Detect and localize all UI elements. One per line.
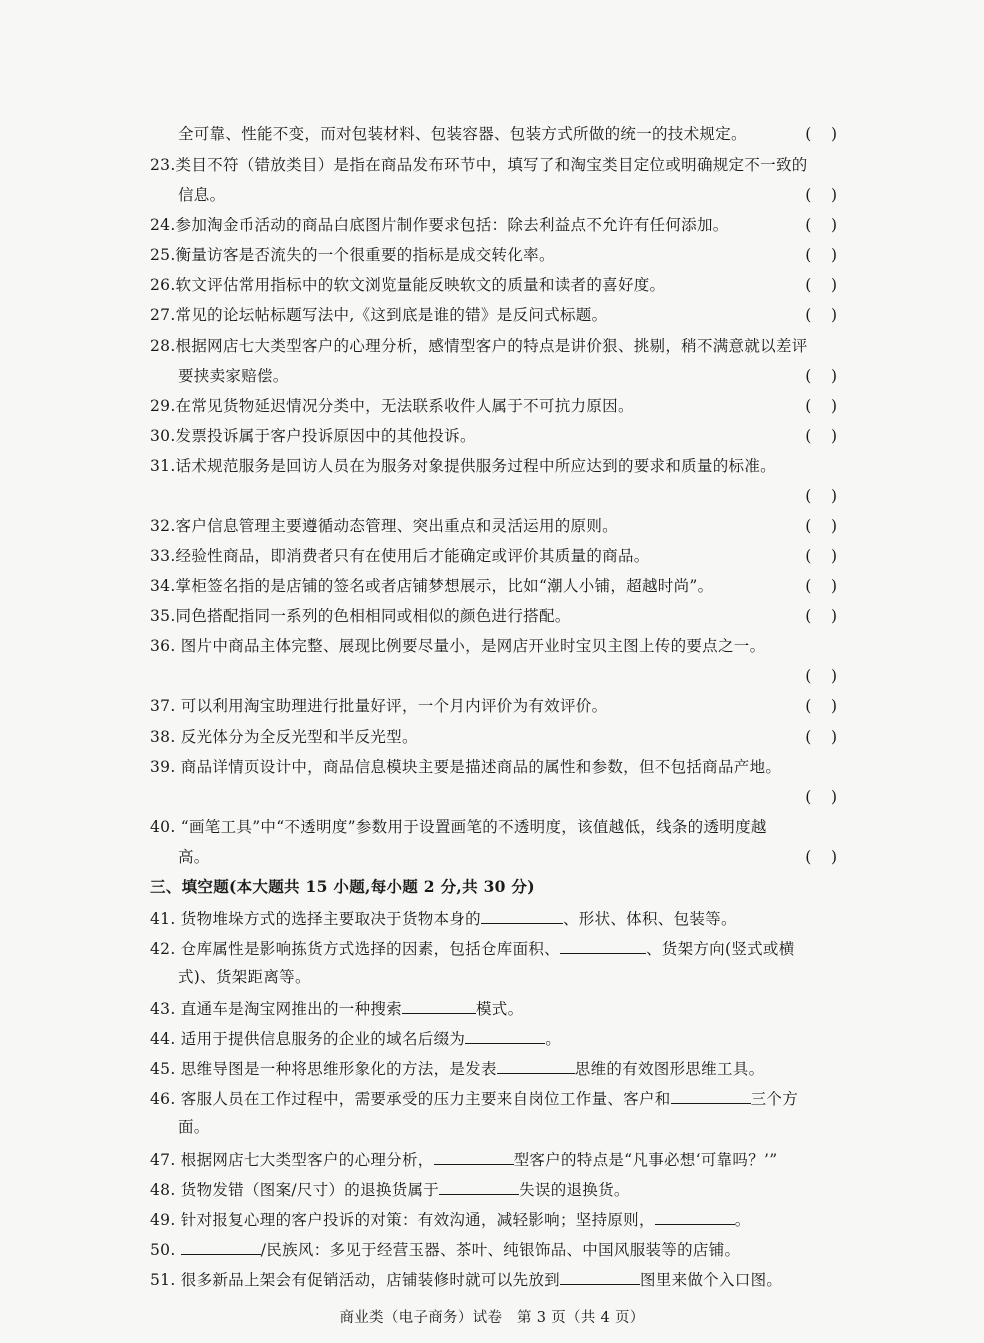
question-23: 23.类目不符（错放类目）是指在商品发布环节中，填写了和淘宝类目定位或明确规定不一致的 — [150, 156, 808, 174]
question-37: 37. 可以利用淘宝助理进行批量好评，一个月内评价为有效评价。 — [150, 697, 608, 715]
answer-paren-39[interactable]: ( ) — [805, 788, 837, 806]
answer-paren-25[interactable]: ( ) — [805, 246, 837, 264]
q41-text-a: 41. 货物堆垛方式的选择主要取决于货物本身的 — [150, 910, 481, 928]
q44-text-b: 。 — [545, 1030, 561, 1048]
q41-text-b: 、形状、体积、包装等。 — [562, 910, 737, 928]
question-46 — [150, 1087, 798, 1109]
q42-blank[interactable] — [560, 937, 646, 954]
q45-text-b: 思维的有效图形思维工具。 — [574, 1060, 765, 1078]
answer-paren-37[interactable]: ( ) — [805, 697, 837, 715]
question-41 — [150, 907, 737, 929]
question-47 — [150, 1148, 777, 1170]
q47-blank[interactable] — [434, 1148, 514, 1165]
question-39: 39. 商品详情页设计中，商品信息模块主要是描述商品的属性和参数，但不包括商品产地。 — [150, 758, 782, 776]
q49-text-a: 49. 针对报复心理的客户投诉的对策：有效沟通，减轻影响；坚持原则， — [150, 1211, 655, 1229]
q43-text-a: 43. 直通车是淘宝网推出的一种搜索 — [150, 1000, 402, 1018]
q51-text-a: 51. 很多新品上架会有促销活动，店铺装修时就可以先放到 — [150, 1271, 560, 1289]
question-36: 36. 图片中商品主体完整、展现比例要尽量小，是网店开业时宝贝主图上传的要点之一。 — [150, 637, 766, 655]
question-50 — [150, 1238, 740, 1260]
answer-paren-35[interactable]: ( ) — [805, 607, 837, 625]
question-33: 33.经验性商品，即消费者只有在使用后才能确定或评价其质量的商品。 — [150, 547, 650, 565]
q44-text-a: 44. 适用于提供信息服务的企业的域名后缀为 — [150, 1030, 466, 1048]
q43-blank[interactable] — [402, 997, 476, 1014]
q50-blank[interactable] — [181, 1238, 261, 1255]
question-40: 40. “画笔工具”中“不透明度”参数用于设置画笔的不透明度，该值越低，线条的透明度越 — [150, 818, 767, 836]
question-29: 29.在常见货物延迟情况分类中，无法联系收件人属于不可抗力原因。 — [150, 397, 634, 415]
answer-paren-40[interactable]: ( ) — [805, 848, 837, 866]
question-32: 32.客户信息管理主要遵循动态管理、突出重点和灵活运用的原则。 — [150, 517, 618, 535]
answer-paren-24[interactable]: ( ) — [805, 216, 837, 234]
q46-text-b: 三个方 — [750, 1090, 798, 1108]
question-28: 28.根据网店七大类型客户的心理分析，感情型客户的特点是讲价狠、挑剔，稍不满意就以差评 — [150, 337, 808, 355]
q46-blank[interactable] — [671, 1087, 751, 1104]
question-42 — [150, 937, 795, 959]
answer-paren-38[interactable]: ( ) — [805, 728, 837, 746]
question-30: 30.发票投诉属于客户投诉原因中的其他投诉。 — [150, 427, 476, 445]
q50-text-a: 50. — [150, 1241, 181, 1259]
answer-paren-27[interactable]: ( ) — [805, 306, 837, 324]
q49-blank[interactable] — [655, 1208, 735, 1225]
question-49 — [150, 1208, 751, 1230]
question-24: 24.参加淘金币活动的商品白底图片制作要求包括：除去利益点不允许有任何添加。 — [150, 216, 729, 234]
answer-paren-33[interactable]: ( ) — [805, 547, 837, 565]
question-35: 35.同色搭配指同一系列的色相相同或相似的颜色进行搭配。 — [150, 607, 571, 625]
answer-paren-26[interactable]: ( ) — [805, 276, 837, 294]
q46-continuation: 面。 — [178, 1118, 210, 1136]
q42-continuation: 式)、货架距离等。 — [178, 968, 311, 986]
question-51 — [150, 1268, 782, 1290]
q43-text-b: 模式。 — [475, 1000, 524, 1018]
question-27: 27.常见的论坛帖标题写法中,《这到底是谁的错》是反问式标题。 — [150, 306, 608, 324]
answer-paren-32[interactable]: ( ) — [805, 517, 837, 535]
q49-text-b: 。 — [734, 1211, 751, 1229]
question-38: 38. 反光体分为全反光型和半反光型。 — [150, 728, 418, 746]
q48-text-b: 失误的退换货。 — [519, 1181, 630, 1199]
q50-text-b: /民族风：多见于经营玉器、茶叶、纯银饰品、中国风服装等的店铺。 — [260, 1241, 741, 1259]
q45-text-a: 45. 思维导图是一种将思维形象化的方法，是发表 — [150, 1060, 497, 1078]
q51-blank[interactable] — [560, 1268, 640, 1285]
q41-blank[interactable] — [481, 907, 563, 924]
q48-blank[interactable] — [439, 1178, 519, 1195]
question-43 — [150, 997, 523, 1019]
answer-paren-30[interactable]: ( ) — [805, 427, 837, 445]
question-48 — [150, 1178, 630, 1200]
q47-text-b: 型客户的特点是“凡事必想‘可靠吗？’” — [513, 1151, 778, 1169]
q46-text-a: 46. 客服人员在工作过程中，需要承受的压力主要来自岗位工作量、客户和 — [150, 1090, 671, 1108]
q28-continuation: 要挟卖家赔偿。 — [178, 367, 289, 385]
answer-paren-34[interactable]: ( ) — [805, 577, 837, 595]
section-3-heading: 三、填空题(本大题共 15 小题,每小题 2 分,共 30 分) — [150, 877, 535, 896]
question-44 — [150, 1027, 561, 1049]
q23-continuation: 信息。 — [178, 186, 226, 204]
q47-text-a: 47. 根据网店七大类型客户的心理分析， — [150, 1151, 434, 1169]
answer-paren-22[interactable]: ( ) — [805, 125, 837, 143]
answer-paren-28[interactable]: ( ) — [805, 367, 837, 385]
answer-paren-31[interactable]: ( ) — [805, 487, 837, 505]
q44-blank[interactable] — [465, 1027, 545, 1044]
q42-text-a: 42. 仓库属性是影响拣货方式选择的因素，包括仓库面积、 — [150, 940, 560, 958]
question-25: 25.衡量访客是否流失的一个很重要的指标是成交转化率。 — [150, 246, 555, 264]
answer-paren-23[interactable]: ( ) — [805, 186, 837, 204]
q22-continuation: 全可靠、性能不变，而对包装材料、包装容器、包装方式所做的统一的技术规定。 — [178, 125, 747, 143]
question-31: 31.话术规范服务是回访人员在为服务对象提供服务过程中所应达到的要求和质量的标准。 — [150, 457, 776, 475]
q45-blank[interactable] — [497, 1057, 575, 1074]
question-34: 34.掌柜签名指的是店铺的签名或者店铺梦想展示，比如“潮人小铺，超越时尚”。 — [150, 577, 714, 595]
answer-paren-29[interactable]: ( ) — [805, 397, 837, 415]
q51-text-b: 图里来做个入口图。 — [639, 1271, 783, 1289]
question-45 — [150, 1057, 764, 1079]
question-26: 26.软文评估常用指标中的软文浏览量能反映软文的质量和读者的喜好度。 — [150, 276, 666, 294]
page-footer: 商业类（电子商务）试卷 第 3 页（共 4 页） — [339, 1310, 645, 1326]
q48-text-a: 48. 货物发错（图案/尺寸）的退换货属于 — [150, 1181, 440, 1199]
q40-continuation: 高。 — [178, 848, 210, 866]
answer-paren-36[interactable]: ( ) — [805, 667, 837, 685]
q42-text-b: 、货架方向(竖式或横 — [645, 940, 795, 958]
